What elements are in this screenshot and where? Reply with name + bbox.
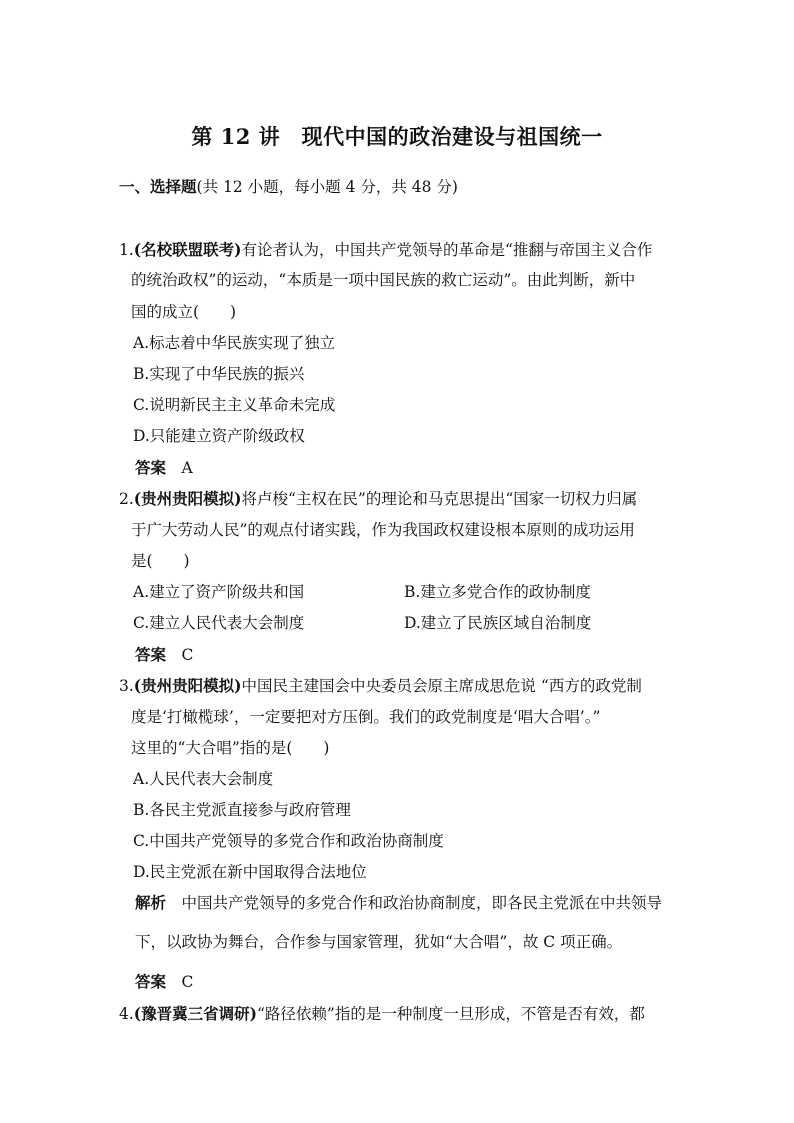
question-4-text-1: “路径依赖”指的是一种制度一旦形成，不管是否有效，都 xyxy=(256,1005,645,1023)
question-4-source: (豫晋冀三省调研) xyxy=(133,1004,257,1023)
question-3-text-1: 中国民主建国会中央委员会原主席成思危说 “西方的政党制 xyxy=(241,677,642,695)
answer-label: 答案 xyxy=(135,972,167,991)
question-1-option-a: A.标志着中华民族实现了独立 xyxy=(133,334,336,352)
section-heading xyxy=(119,177,458,197)
question-1-option-c: C.说明新民主主义革命未完成 xyxy=(133,396,336,414)
question-2-line-2: 于广大劳动人民”的观点付诸实践，作为我国政权建设根本原则的成功运用 xyxy=(131,521,635,539)
question-3-option-b: B.各民主党派直接参与政府管理 xyxy=(133,801,351,819)
question-2-source: (贵州贵阳模拟) xyxy=(133,489,242,508)
question-3-answer-value: C xyxy=(181,973,194,991)
question-1-number: 1. xyxy=(119,241,134,259)
question-3-option-a: A.人民代表大会制度 xyxy=(133,770,274,788)
question-2-number: 2. xyxy=(119,490,134,508)
question-3-number: 3. xyxy=(119,677,134,695)
question-1-answer xyxy=(135,458,193,478)
question-1-line-3: 国的成立( ) xyxy=(131,303,237,321)
question-3-source: (贵州贵阳模拟) xyxy=(133,676,242,695)
question-3-option-d: D.民主党派在新中国取得合法地位 xyxy=(133,863,367,881)
answer-label: 答案 xyxy=(135,458,167,477)
question-4-line-1 xyxy=(119,1004,645,1024)
section-note: (共 12 小题，每小题 4 分，共 48 分) xyxy=(196,178,458,196)
question-1-option-d: D.只能建立资产阶级政权 xyxy=(133,427,305,445)
section-heading-label: 一、选择题 xyxy=(119,177,197,196)
question-2-text-1: 将卢梭“主权在民”的理论和马克思提出“国家一切权力归属 xyxy=(241,490,638,508)
question-2-answer-value: C xyxy=(181,646,194,664)
question-2-option-c: C.建立人民代表大会制度 xyxy=(133,614,305,632)
question-1-answer-value: A xyxy=(181,459,193,477)
question-3-analysis-line-1 xyxy=(135,893,662,913)
question-3-answer xyxy=(135,972,193,992)
question-2-line-3: 是( ) xyxy=(131,552,190,570)
question-2-line-1 xyxy=(119,489,637,509)
question-3-analysis-text-1: 中国共产党领导的多党合作和政治协商制度，即各民主党派在中共领导 xyxy=(181,894,663,912)
question-1-line-2: 的统治政权”的运动，“本质是一项中国民族的救亡运动”。由此判断，新中 xyxy=(131,271,636,289)
question-3-line-1 xyxy=(119,676,642,696)
question-2-answer xyxy=(135,645,193,665)
question-1-text-1: 有论者认为，中国共产党领导的革命是“推翻与帝国主义合作 xyxy=(241,241,653,259)
question-2-option-d: D.建立了民族区域自治制度 xyxy=(404,614,592,632)
question-3-line-2: 度是‘打橄榄球’，一定要把对方压倒。我们的政党制度是‘唱大合唱’。” xyxy=(131,708,601,726)
question-1-option-b: B.实现了中华民族的振兴 xyxy=(133,365,305,383)
question-3-option-c: C.中国共产党领导的多党合作和政治协商制度 xyxy=(133,832,444,850)
question-1-line-1 xyxy=(119,240,652,260)
question-3-analysis-line-2: 下，以政协为舞台，合作参与国家管理，犹如“大合唱”，故 C 项正确。 xyxy=(135,933,623,951)
page-title: 第 12 讲 现代中国的政治建设与祖国统一 xyxy=(191,124,603,149)
question-2-option-b: B.建立多党合作的政协制度 xyxy=(404,583,591,601)
answer-label: 答案 xyxy=(135,645,167,664)
question-3-line-3: 这里的“大合唱”指的是( ) xyxy=(131,739,330,757)
analysis-label: 解析 xyxy=(135,893,167,912)
question-2-option-a: A.建立了资产阶级共和国 xyxy=(133,583,305,601)
question-4-number: 4. xyxy=(119,1005,134,1023)
question-1-source: (名校联盟联考) xyxy=(133,240,242,259)
